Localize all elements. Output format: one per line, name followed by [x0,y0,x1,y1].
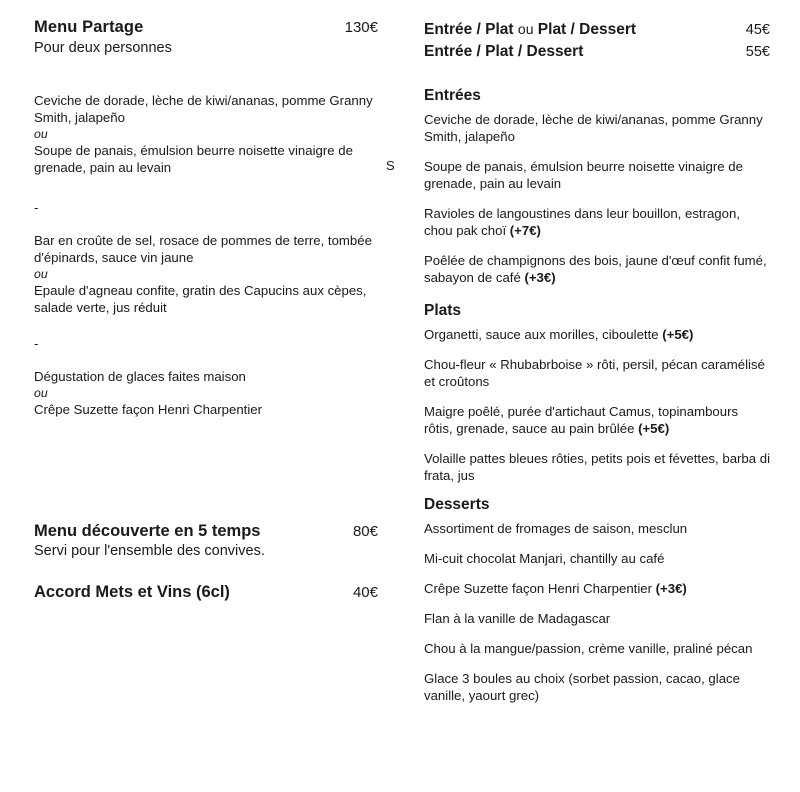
entree-item-text: Ceviche de dorade, lèche de kiwi/ananas, pomme Granny Smith, jalapeño [424,112,763,144]
spacer [424,63,770,87]
course-3-separator: ou [34,386,48,400]
plat-item-supplement: (+5€) [662,327,694,342]
spacer [34,418,378,522]
menu-partage-subtitle: Pour deux personnes [34,40,172,56]
entree-item-text: Poêlée de champignons des bois, jaune d'œuf confit fumé, sabayon de café [424,253,767,285]
section-heading-desserts: Desserts [424,496,490,513]
dessert-item-supplement: (+3€) [655,581,687,596]
left-column [34,18,386,602]
formula-2-price: 55€ [745,44,770,60]
section-items-entrees [424,111,770,286]
formula-1-price: 45€ [745,22,770,38]
course-3-option-2: Crêpe Suzette façon Henri Charpentier [34,402,262,417]
menu-decouverte-subtitle: Servi pour l'ensemble des convives. [34,543,265,559]
menu-decouverte-title: Menu découverte en 5 temps [34,522,261,540]
course-1-option-2: Soupe de panais, émulsion beurre noisette vinaigre de grenade, pain au levain [34,143,353,175]
course-1-separator: ou [34,127,48,141]
course-group-1 [34,92,378,176]
entree-item-text: Soupe de panais, émulsion beurre noisette vinaigre de grenade, pain au levain [424,159,743,191]
plat-item [424,326,770,343]
course-group-3 [34,368,378,418]
right-column [424,18,770,704]
menu-partage-price: 130€ [344,19,378,36]
dessert-item-text: Mi-cuit chocolat Manjari, chantilly au café [424,551,665,566]
entree-item-supplement: (+3€) [524,270,556,285]
formula-1-connector: ou [517,21,534,37]
course-3-option-1: Dégustation de glaces faites maison [34,369,246,384]
spacer [34,559,378,583]
entree-item [424,252,770,286]
spacer [34,56,378,92]
formula-2-labels [424,41,583,63]
spacer [34,216,378,232]
spacer [34,352,378,368]
dessert-item [424,520,770,537]
entree-item [424,158,770,192]
dessert-item-text: Glace 3 boules au choix (sorbet passion, cacao, glace vanille, yaourt grec) [424,671,740,703]
menu-decouverte-price: 80€ [352,523,378,540]
accord-mets-vins-header [34,583,378,602]
spacer [34,316,378,336]
section-items-plats [424,326,770,484]
dessert-item [424,610,770,627]
plat-item-text: Organetti, sauce aux morilles, ciboulette [424,327,663,342]
dessert-item [424,640,770,657]
dessert-item-text: Crêpe Suzette façon Henri Charpentier [424,581,656,596]
menu-decouverte-header [34,522,378,541]
spacer [34,176,378,200]
dessert-item-text: Assortiment de fromages de saison, mesclun [424,521,688,536]
dessert-item-text: Chou à la mangue/passion, crème vanille, praliné pécan [424,641,753,656]
plat-item-text: Chou-fleur « Rhubabrboise » rôti, persil, pécan caramélisé et croûtons [424,357,765,389]
formula-1-labels [424,18,636,41]
entree-item-supplement: (+7€) [509,223,541,238]
course-2-separator: ou [34,267,48,281]
course-group-2 [34,232,378,316]
dessert-item [424,670,770,704]
entree-item [424,111,770,145]
spacer [424,286,770,302]
section-items-desserts [424,520,770,704]
accord-mets-vins-title: Accord Mets et Vins (6cl) [34,583,230,601]
spacer [424,484,770,496]
course-rule-1: - [34,200,39,215]
entree-item [424,205,770,239]
entree-item-text: Ravioles de langoustines dans leur bouillon, estragon, chou pak choï [424,206,740,238]
course-1-option-1: Ceviche de dorade, lèche de kiwi/ananas, pomme Granny Smith, jalapeño [34,93,373,125]
plat-item-text: Volaille pattes bleues rôties, petits pois et févettes, barba di frata, jus [424,451,771,483]
plat-item [424,356,770,390]
menu-partage-title: Menu Partage [34,18,144,36]
plat-item-text: Maigre poêlé, purée d'artichaut Camus, topinambours rôtis, grenade, sauce au pain brûlée [424,404,739,436]
section-heading-entrees: Entrées [424,87,481,104]
dessert-item [424,580,770,597]
section-heading-plats: Plats [424,302,462,319]
stray-mark: S [386,158,395,173]
menu-partage-header [34,18,378,37]
course-2-option-1: Bar en croûte de sel, rosace de pommes de terre, tombée d'épinards, sauce vin jaune [34,233,372,265]
formula-2-label-a: Entrée / Plat / Dessert [424,43,584,60]
dessert-item-text: Flan à la vanille de Madagascar [424,611,611,626]
accord-mets-vins-price: 40€ [352,584,378,601]
formula-1-label-a: Entrée / Plat [424,21,514,38]
plat-item [424,450,770,484]
plat-item-supplement: (+5€) [638,421,670,436]
plat-item [424,403,770,437]
formula-row-2 [424,41,770,63]
formula-row-1 [424,18,770,41]
course-rule-2: - [34,336,39,351]
course-2-option-2: Epaule d'agneau confite, gratin des Capucins aux cèpes, salade verte, jus réduit [34,283,367,315]
formula-1-label-b: Plat / Dessert [537,21,637,38]
dessert-item [424,550,770,567]
